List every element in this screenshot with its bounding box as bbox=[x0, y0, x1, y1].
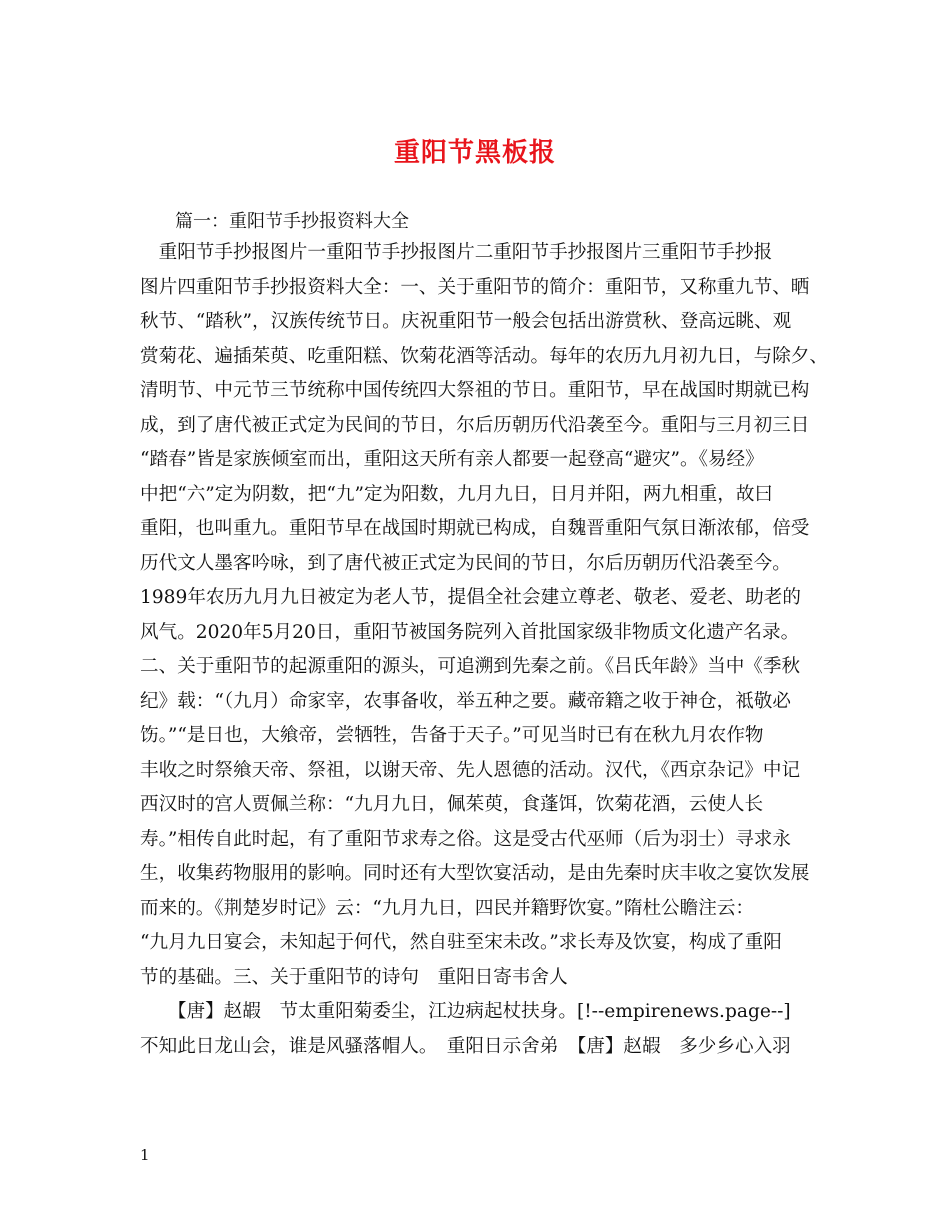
body-line: 成，到了唐代被正式定为民间的节日，尔后历朝历代沿袭至今。重阳与三月初三日 bbox=[140, 414, 810, 436]
body-line: “踏春”皆是家族倾室而出，重阳这天所有亲人都要一起登高“避灾”。《易经》 bbox=[140, 449, 764, 470]
body-line: 丰收之时祭飨天帝、祭祖，以谢天帝、先人恩德的活动。汉代，《西京杂记》中记 bbox=[140, 759, 801, 781]
section-heading: 篇一：重阳节手抄报资料大全 bbox=[175, 211, 409, 232]
page-number: 1 bbox=[140, 1146, 150, 1164]
body-line: 历代文人墨客吟咏，到了唐代被正式定为民间的节日，尔后历朝历代沿袭至今。 bbox=[140, 552, 791, 574]
body-text bbox=[140, 236, 830, 1064]
body-line: 图片四重阳节手抄报资料大全：一、关于重阳节的简介：重阳节，又称重九节、晒 bbox=[140, 276, 810, 298]
body-line: 赏菊花、遍插茱萸、吃重阳糕、饮菊花酒等活动。每年的农历九月初九日，与除夕、 bbox=[140, 345, 828, 367]
body-line: 中把“六”定为阴数，把“九”定为阳数，九月九日，日月并阳，两九相重，故曰 bbox=[140, 483, 774, 505]
body-line: “九月九日宴会，未知起于何代，然自驻至宋未改。”求长寿及饮宴，构成了重阳 bbox=[140, 932, 782, 953]
body-line: 风气。2020年5月20日，重阳节被国务院列入首批国家级非物质文化遗产名录。 bbox=[140, 621, 800, 643]
body-line: 寿。”相传自此时起，有了重阳节求寿之俗。这是受古代巫师（后为羽士）寻求永 bbox=[140, 828, 791, 850]
body-line: 不知此日龙山会，谁是风骚落帽人。 重阳日示舍弟 【唐】赵嘏 多少乡心入羽 bbox=[140, 1035, 791, 1057]
body-line: 节的基础。三、关于重阳节的诗句 重阳日寄韦舍人 bbox=[140, 966, 568, 988]
body-line: 重阳，也叫重九。重阳节早在战国时期就已构成，自魏晋重阳气氛日渐浓郁，倍受 bbox=[140, 518, 810, 539]
body-line: 重阳节手抄报图片一重阳节手抄报图片二重阳节手抄报图片三重阳节手抄报 bbox=[140, 242, 773, 263]
body-line: 纪》载：“（九月）命家宰，农事备收，举五种之要。藏帝籍之收于神仓，祗敬必 bbox=[140, 690, 791, 712]
body-line: 西汉时的宫人贾佩兰称：“九月九日，佩茱萸，食蓬饵，饮菊花酒，云使人长 bbox=[140, 794, 764, 815]
body-line: 二、关于重阳节的起源重阳的源头，可追溯到先秦之前。《吕氏年龄》当中《季秋 bbox=[140, 656, 801, 677]
body-line: 生，收集药物服用的影响。同时还有大型饮宴活动，是由先秦时庆丰收之宴饮发展 bbox=[140, 863, 810, 884]
body-line: 秋节、“踏秋”，汉族传统节日。庆祝重阳节一般会包括出游赏秋、登高远眺、观 bbox=[140, 311, 792, 332]
body-line: 1989年农历九月九日被定为老人节，提倡全社会建立尊老、敬老、爱老、助老的 bbox=[140, 587, 801, 608]
body-line: 饬。”“是日也，大飨帝，尝牺牲，告备于天子。”可见当时已有在秋九月农作物 bbox=[140, 725, 764, 746]
body-line: 而来的。《荆楚岁时记》云：“九月九日，四民并籍野饮宴。”隋杜公瞻注云： bbox=[140, 897, 755, 919]
body-line: 清明节、中元节三节统称中国传统四大祭祖的节日。重阳节，早在战国时期就已构 bbox=[140, 380, 810, 401]
document-title: 重阳节黑板报 bbox=[393, 138, 556, 168]
body-line: 【唐】赵嘏 节太重阳菊委尘，江边病起杖扶身。[!--empirenews.page--] bbox=[140, 1001, 791, 1022]
